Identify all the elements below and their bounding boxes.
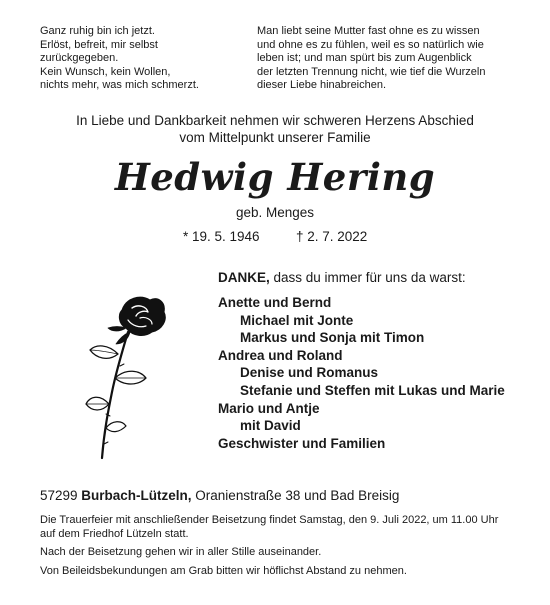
- poem-right-line: leben ist; und man spürt bis zum Augenblick: [257, 52, 472, 65]
- maiden-name: geb. Menges: [235, 205, 315, 220]
- death-date: † 2. 7. 2022: [296, 229, 368, 244]
- poem-right-line: dieser Liebe hinabreichen.: [257, 79, 387, 92]
- funeral-notice: [40, 514, 520, 541]
- poem-right-line: der letzten Trennung nicht, wie tief die Wurzeln: [257, 65, 486, 78]
- poem-left-line: Ganz ruhig bin ich jetzt.: [40, 25, 155, 37]
- condolence-notice: Von Beileidsbekundungen am Grab bitten wir höflichst Abstand zu nehmen.: [40, 565, 407, 577]
- thanks-text: dass du immer für uns da warst:: [269, 270, 466, 285]
- family-group-head: Mario und Antje: [218, 400, 320, 416]
- after-notice: Nach der Beisetzung gehen wir in aller Stille auseinander.: [40, 546, 322, 558]
- address-line: [40, 488, 399, 503]
- address-rest: Oranienstraße 38 und Bad Breisig: [191, 488, 400, 503]
- family-group-head: Anette und Bernd: [218, 295, 332, 310]
- family-group-head: Andrea und Roland: [218, 347, 343, 363]
- poem-left-line: Erlöst, befreit, mir selbst: [40, 38, 158, 51]
- family-member: Stefanie und Steffen mit Lukas und Marie: [240, 382, 505, 398]
- family-member: Michael mit Jonte: [240, 312, 354, 328]
- birth-date: * 19. 5. 1946: [183, 229, 260, 244]
- poem-left: [40, 25, 250, 93]
- family-member: Denise und Romanus: [240, 365, 379, 381]
- thanks-bold: DANKE,: [218, 270, 270, 285]
- address-zip: 57299: [40, 488, 82, 503]
- intro-line: In Liebe und Dankbarkeit nehmen wir schweren Herzens Abschied: [76, 113, 474, 128]
- intro-line: vom Mittelpunkt unserer Familie: [179, 129, 371, 145]
- poem-right-line: Man liebt seine Mutter fast ohne es zu wissen: [257, 25, 480, 37]
- poem-left-line: zurückgegeben.: [40, 52, 119, 65]
- poem-left-line: nichts mehr, was mich schmerzt.: [40, 79, 199, 92]
- intro-text: [0, 113, 550, 146]
- deceased-name: Hedwig Hering: [114, 155, 436, 199]
- funeral-notice-line: Die Trauerfeier mit anschließender Beisetzung findet Samstag, den 9. Juli 2022, um 11.00 Uhr: [40, 514, 499, 526]
- family-list: [218, 294, 505, 452]
- funeral-notice-line: auf dem Friedhof Lützeln statt.: [40, 527, 189, 540]
- poem-right: [257, 25, 527, 93]
- poem-right-line: und ohne es zu fühlen, weil es so natürlich wie: [257, 38, 484, 51]
- family-member: Markus und Sonja mit Timon: [240, 330, 425, 346]
- thanks-line: [218, 270, 466, 285]
- rose-icon: [82, 292, 177, 462]
- family-member: mit David: [240, 418, 301, 434]
- address-town: Burbach-Lützeln,: [81, 488, 192, 503]
- family-group-head: Geschwister und Familien: [218, 435, 386, 451]
- poem-left-line: Kein Wunsch, kein Wollen,: [40, 65, 171, 78]
